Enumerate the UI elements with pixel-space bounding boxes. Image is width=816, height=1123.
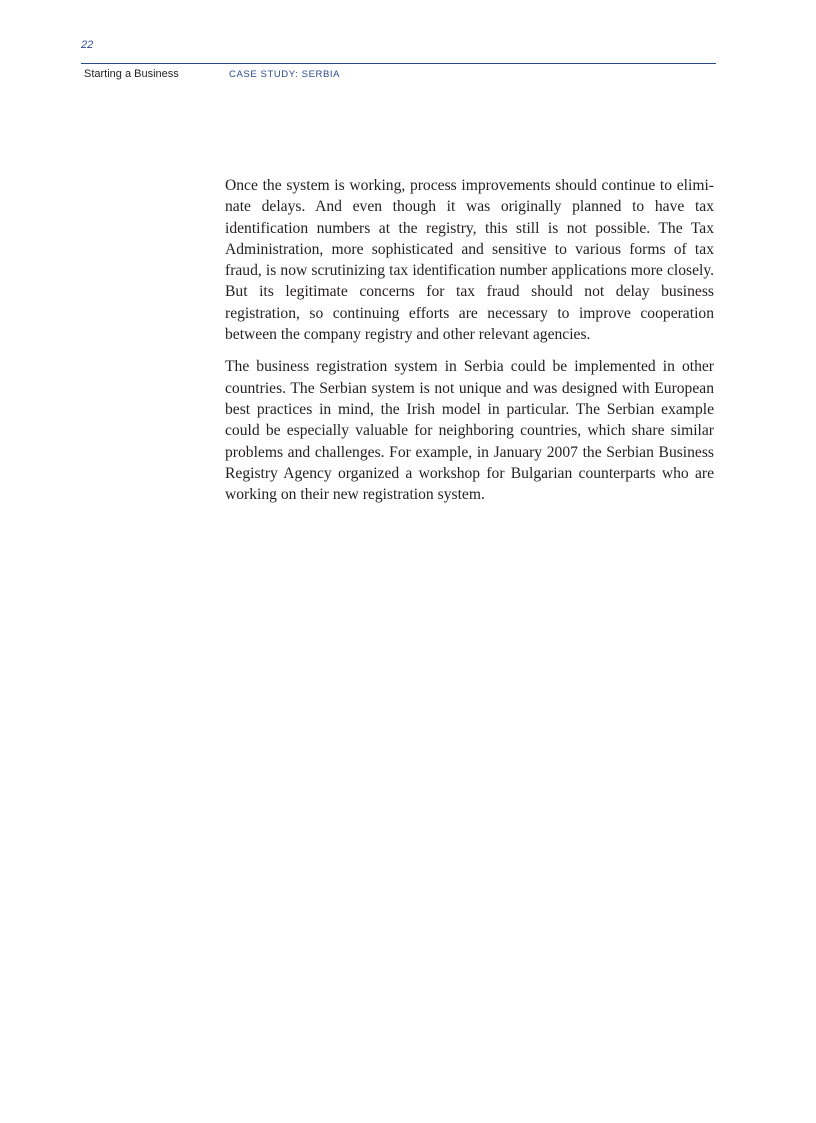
paragraph: Once the system is working, process improvements should continue to eliminate delays. And even though it was originally planned to have tax identification numbers at the registry, this still is not possible. The Tax Administration, more sophisticated and sensitive to various forms of tax fraud, is now scrutinizing tax identification number applications more closely. But its legitimate concerns for tax fraud should not delay business registration, so continuing efforts are necessary to improve cooperation between the company registry and other relevant agencies. bbox=[225, 177, 714, 344]
body-text bbox=[225, 175, 714, 516]
paragraph: The business registration system in Serbia could be implemented in other countries. The Serbian system is not unique and was designed with European best practices in mind, the Irish model in particular. The Serbian example could be especially valuable for neighboring countries, which share similar problems and challenges. For example, in January 2007 the Serbian Business Registry Agency organized a workshop for Bulgarian counterparts who are working on their new registration system. bbox=[225, 358, 714, 504]
header-divider bbox=[81, 63, 716, 64]
section-label: CASE STUDY: SERBIA bbox=[229, 69, 341, 80]
page-number: 22 bbox=[81, 39, 94, 51]
running-title: Starting a Business bbox=[84, 68, 179, 80]
